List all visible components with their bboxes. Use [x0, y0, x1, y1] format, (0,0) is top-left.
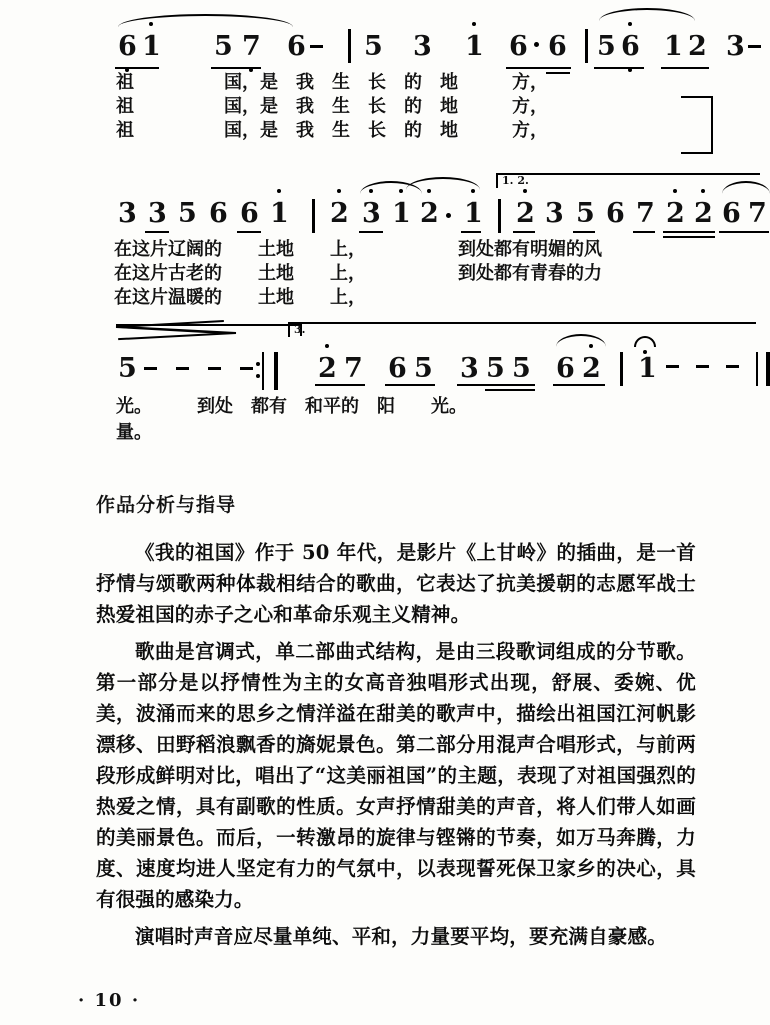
score: [0, 0, 770, 450]
beam: [461, 231, 481, 234]
note-row-2: [0, 175, 770, 237]
note-row-3: [0, 320, 770, 392]
lyric-row: [0, 418, 770, 444]
sustain-dash: [310, 45, 323, 48]
volta-label: 1. 2.: [502, 174, 529, 187]
analysis-paragraph-1: 《我的祖国》作于 50 年代，是影片《上甘岭》的插曲，是一首抒情与颂歌两种体裁相结合的歌曲，它表达了抗美援朝的志愿军战士热爱祖国的赤子之心和革命乐观主义精神。: [96, 541, 696, 626]
note-1-high: 1: [270, 198, 289, 229]
note-3: 3: [118, 198, 137, 229]
note-5: 5: [576, 198, 595, 229]
slur-icon: [406, 177, 480, 190]
note-5: 5: [364, 31, 383, 62]
lyric-verse-1-right: 到处都有明媚的风: [458, 239, 602, 260]
note-2-high: 2: [330, 198, 349, 229]
system-bracket: [711, 96, 713, 154]
analysis-section: [96, 490, 696, 952]
note-5: 5: [118, 353, 137, 384]
slur-icon: [599, 8, 695, 21]
sustain-dash: [208, 367, 221, 370]
beam: [663, 231, 715, 234]
note-3: 3: [726, 31, 745, 62]
note-1-high: 1: [465, 31, 484, 62]
sustain-dash: [240, 367, 253, 370]
beam: [661, 67, 709, 70]
phrase-bracket: [116, 324, 302, 326]
lyric-row: [0, 118, 770, 142]
lyric-row: [0, 285, 770, 309]
sustain-dash: [748, 45, 761, 48]
beam: [237, 231, 261, 234]
barline: [620, 352, 623, 386]
staff-system-1: [0, 0, 770, 175]
note-1-high: 1: [464, 198, 483, 229]
lyric-verse-3: 在这片温暖的 土地 上，: [114, 287, 366, 308]
note-2-high: 2: [420, 198, 439, 229]
barline: [498, 199, 501, 233]
barline: [348, 29, 351, 63]
lyric-row: [0, 261, 770, 285]
sustain-dash: [726, 365, 739, 368]
crescendo-hairpin-icon: [118, 332, 236, 342]
note-6: 6: [240, 198, 259, 229]
lyric-row: [0, 237, 770, 261]
sustain-dash: [696, 365, 709, 368]
note-3-high: 3: [362, 198, 381, 229]
note-7: 7: [636, 198, 655, 229]
lyric-row: [0, 94, 770, 118]
page-number: · 10 ·: [78, 990, 141, 1011]
note-6: 6: [548, 31, 567, 62]
note-1-high: 1: [142, 31, 161, 62]
note-3: 3: [148, 198, 167, 229]
note-2-high: 2: [582, 353, 601, 384]
note-5: 5: [597, 31, 616, 62]
note-3: 3: [460, 353, 479, 384]
beam-second: [485, 389, 535, 392]
note-6: 6: [606, 198, 625, 229]
augmentation-dot: [534, 42, 539, 47]
lyric-verse-2: 量。: [116, 422, 152, 443]
beam: [513, 231, 535, 234]
volta-bracket-1-2: [496, 173, 760, 188]
lyric-verse-1: 在这片辽阔的 土地 上，: [114, 239, 366, 260]
note-2-high: 2: [516, 198, 535, 229]
lyric-verse-2: 在这片古老的 土地 上，: [114, 263, 366, 284]
note-3: 3: [545, 198, 564, 229]
system-bracket-bottom: [681, 152, 713, 154]
lyric-row: [0, 392, 770, 418]
note-6: 6: [287, 31, 306, 62]
volta-label: 3.: [294, 323, 306, 336]
beam: [359, 231, 383, 234]
beam: [633, 231, 655, 234]
note-7: 7: [344, 353, 363, 384]
analysis-paragraph-2: 歌曲是宫调式，单二部曲式结构，是由三段歌词组成的分节歌。第一部分是以抒情性为主的女高音独唱形式出现，舒展、委婉、优美，波涌而来的思乡之情洋溢在甜美的歌声中，描绘出祖国江河帆影漂移、田野稻浪飘香的旖妮景色。第二部分用混声合唱形式，与前两段形成鲜明对比，唱出了“这美丽祖国”的主题，表现了对祖国强烈的热爱之情，具有副歌的性质。女声抒情甜美的声音，将人们带人如画的美丽景色。而后，一转激昂的旋律与铿锵的节奏，如万马奔腾，力度、速度均进人坚定有力的气氛中，以表现誓死保卫家乡的决心，具有很强的感染力。: [96, 640, 696, 911]
note-2-high: 2: [666, 198, 685, 229]
note-6-ornament: 6: [621, 31, 640, 62]
lyric-row: [0, 70, 770, 94]
beam: [457, 384, 535, 387]
final-barline: [756, 352, 770, 386]
beam: [573, 231, 595, 234]
lyric-verse-2-right: 到处都有青春的力: [458, 263, 602, 284]
system-bracket-top: [681, 96, 713, 98]
note-5: 5: [486, 353, 505, 384]
beam: [719, 231, 769, 234]
note-2-high: 2: [694, 198, 713, 229]
augmentation-dot: [446, 213, 451, 218]
lyric-verse-1: 祖 国，是 我 生 长 的 地 方，: [116, 72, 548, 93]
beam: [145, 231, 169, 234]
lyric-verse-3: 祖 国，是 我 生 长 的 地 方，: [116, 120, 548, 141]
note-7: 7: [748, 198, 767, 229]
note-5: 5: [512, 353, 531, 384]
staff-system-2: [0, 175, 770, 320]
lyric-verse-2: 祖 国，是 我 生 长 的 地 方，: [116, 96, 548, 117]
slur-icon: [118, 14, 293, 27]
analysis-paragraph-3: 演唱时声音应尽量单纯、平和，力量要平均，要充满自豪感。: [135, 925, 667, 948]
note-7-low: 7: [242, 31, 261, 62]
note-5: 5: [214, 31, 233, 62]
note-6: 6: [556, 353, 575, 384]
note-6: 6: [509, 31, 528, 62]
sustain-dash: [176, 367, 189, 370]
note-6: 6: [722, 198, 741, 229]
lyric-verse-1: 光。 到处 都有 和平的 阳 光。: [116, 396, 467, 417]
barline: [312, 199, 315, 233]
note-3: 3: [413, 31, 432, 62]
note-row-1: [0, 0, 770, 70]
analysis-heading: 作品分析与指导: [96, 494, 237, 516]
note-1-high: 1: [392, 198, 411, 229]
note-2: 2: [688, 31, 707, 62]
beam: [594, 67, 644, 70]
sustain-dash: [666, 365, 679, 368]
note-2-high: 2: [318, 353, 337, 384]
note-6-low: 6: [118, 31, 137, 62]
note-6: 6: [388, 353, 407, 384]
note-1-high: 1: [664, 31, 683, 62]
note-5: 5: [178, 198, 197, 229]
sustain-dash: [144, 367, 157, 370]
barline: [585, 29, 588, 63]
fermata-icon: [634, 336, 656, 347]
note-5: 5: [414, 353, 433, 384]
repeat-barline: [262, 352, 278, 390]
staff-system-3: [0, 320, 770, 450]
note-1-high: 1: [638, 353, 657, 384]
volta-bracket-3: [288, 322, 756, 337]
note-6: 6: [209, 198, 228, 229]
